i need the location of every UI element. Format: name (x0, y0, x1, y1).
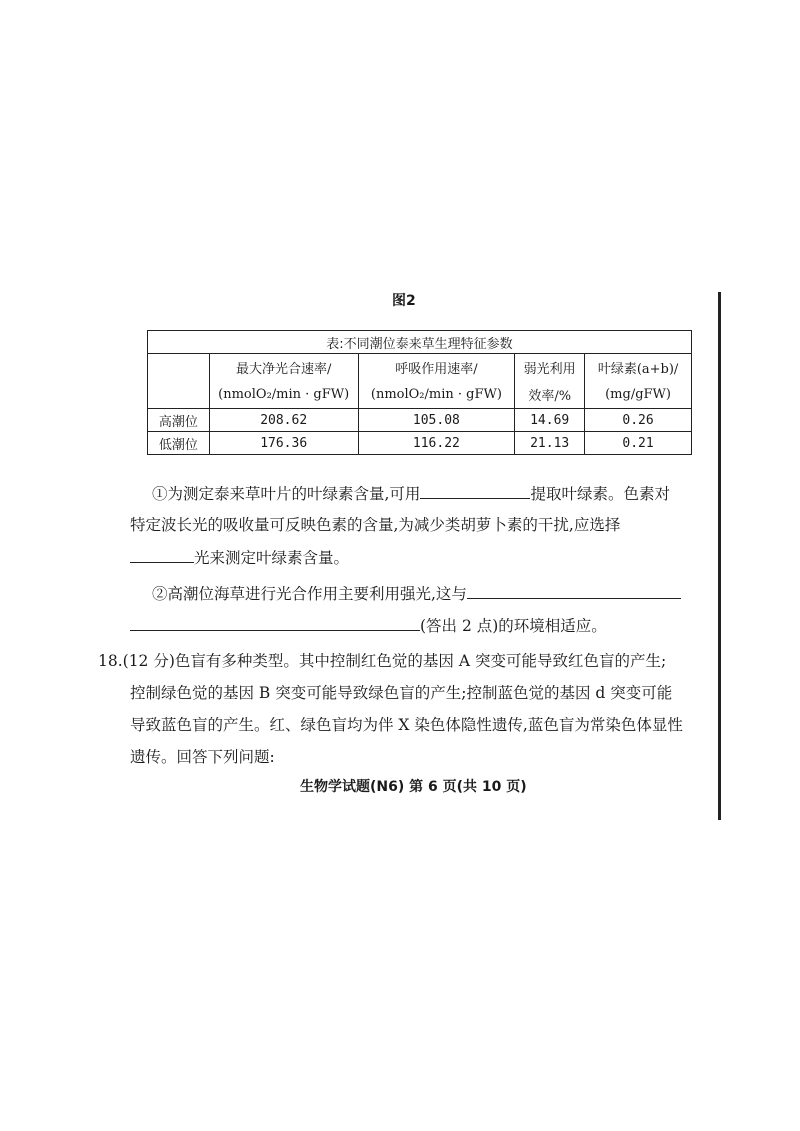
answer-blank[interactable] (420, 482, 530, 499)
answer-blank[interactable] (467, 582, 681, 599)
question-2-line-1 (152, 582, 681, 605)
row-label: 低潮位 (148, 432, 210, 455)
question-1-line-1 (152, 482, 670, 505)
answer-blank[interactable] (130, 546, 194, 563)
table-cell: 0.26 (585, 409, 692, 432)
header-max-photosynthesis: 最大净光合速率/ (209, 354, 358, 382)
question-1-line-3 (130, 546, 349, 569)
question-18-line-4: 遗传。回答下列问题: (130, 748, 275, 766)
header-weak-light: 弱光利用 (515, 354, 585, 382)
table-cell: 105.08 (358, 409, 515, 432)
table-cell: 176.36 (209, 432, 358, 455)
question-1-line-2: 特定波长光的吸收量可反映色素的含量,为减少类胡萝卜素的干扰,应选择 (130, 516, 621, 534)
page-footer: 生物学试题(N6) 第 6 页(共 10 页) (300, 779, 527, 795)
table-cell: 208.62 (209, 409, 358, 432)
header-chlorophyll: 叶绿素(a+b)/ (585, 354, 692, 382)
header-weak-light-unit: 效率/% (515, 381, 585, 409)
header-respiration: 呼吸作用速率/ (358, 354, 515, 382)
question-text: 提取叶绿素。色素对 (530, 485, 670, 503)
row-label: 高潮位 (148, 409, 210, 432)
answer-blank[interactable] (130, 614, 420, 631)
question-18-line-1: 18.(12 分)色盲有多种类型。其中控制红色觉的基因 A 突变可能导致红色盲的产生; (98, 652, 667, 670)
margin-line (718, 292, 721, 820)
table-cell: 21.13 (515, 432, 585, 455)
parameter-table (147, 330, 692, 455)
header-respiration-unit: (nmolO₂/min · gFW) (358, 381, 515, 409)
table-cell: 116.22 (358, 432, 515, 455)
table-cell: 14.69 (515, 409, 585, 432)
row-header-blank (148, 354, 210, 382)
table-row (148, 432, 692, 455)
table-title: 表:不同潮位泰来草生理特征参数 (148, 331, 692, 354)
row-header-blank (148, 381, 210, 409)
header-chlorophyll-unit: (mg/gFW) (585, 381, 692, 409)
question-text: (答出 2 点)的环境相适应。 (420, 617, 607, 635)
question-text: ②高潮位海草进行光合作用主要利用强光,这与 (152, 585, 467, 603)
table-row (148, 409, 692, 432)
question-18-line-3: 导致蓝色盲的产生。红、绿色盲均为伴 X 染色体隐性遗传,蓝色盲为常染色体显性 (130, 716, 683, 734)
question-text: ①为测定泰来草叶片的叶绿素含量,可用 (152, 485, 421, 503)
table-cell: 0.21 (585, 432, 692, 455)
question-2-line-2 (130, 614, 607, 637)
question-18-line-2: 控制绿色觉的基因 B 突变可能导致绿色盲的产生;控制蓝色觉的基因 d 突变可能 (130, 684, 673, 702)
figure-label: 图2 (392, 293, 416, 309)
question-text: 光来测定叶绿素含量。 (194, 549, 350, 567)
header-max-photosynthesis-unit: (nmolO₂/min · gFW) (209, 381, 358, 409)
